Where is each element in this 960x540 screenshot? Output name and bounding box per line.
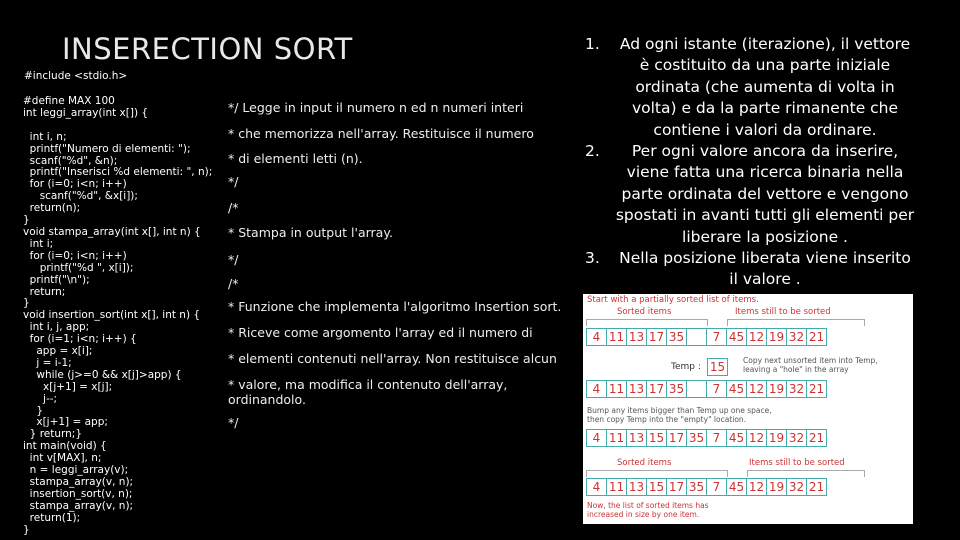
note-copy-line: Copy next unsorted item into Temp, — [743, 356, 878, 365]
array-cell-hole — [686, 380, 707, 398]
array-cell: 4 — [586, 429, 607, 447]
array-cell: 32 — [786, 380, 807, 398]
comment-line: * Riceve come argomento l'array ed il numero di — [228, 325, 533, 340]
step-text: liberare la posizione . — [682, 227, 848, 246]
step-number: 3. — [585, 249, 600, 268]
comment-line: ordinandolo. — [228, 392, 306, 407]
temp-cell: 15 — [707, 358, 728, 376]
array-cell: 45 — [726, 328, 747, 346]
diagram-caption: Start with a partially sorted list of items. — [587, 295, 759, 305]
array-row-hole — [586, 380, 826, 398]
array-cell: 17 — [646, 380, 667, 398]
step-item — [585, 34, 915, 141]
slide-title: INSERECTION SORT — [62, 32, 353, 66]
step-number: 2. — [585, 142, 600, 161]
sorted-bracket — [586, 470, 728, 477]
note-bottom-line: Now, the list of sorted items has — [587, 501, 709, 510]
array-cell: 7 — [706, 429, 727, 447]
step-text: il valore . — [729, 270, 801, 289]
sorted-bracket — [586, 319, 708, 326]
comment-line: */ Legge in input il numero n ed n numeri interi — [228, 100, 524, 115]
array-cell: 4 — [586, 380, 607, 398]
comment-line: */ — [228, 415, 239, 430]
temp-label: Temp : — [671, 362, 701, 372]
array-cell: 7 — [706, 478, 727, 496]
step-text: è costituito da una parte iniziale — [639, 56, 891, 75]
array-cell: 11 — [606, 380, 627, 398]
unsorted-bracket — [727, 319, 865, 326]
array-cell: 21 — [806, 478, 827, 496]
include-line: #include <stdio.h> — [24, 70, 128, 82]
step-item — [585, 141, 915, 248]
array-cell: 11 — [606, 328, 627, 346]
unsorted-bracket — [747, 470, 865, 477]
comment-line: * che memorizza nell'array. Restituisce il numero — [228, 126, 534, 141]
array-cell: 32 — [786, 429, 807, 447]
comment-line: * elementi contenuti nell'array. Non restituisce alcun — [228, 351, 557, 366]
unsorted-label: Items still to be sorted — [749, 458, 845, 468]
array-cell: 17 — [666, 478, 687, 496]
array-cell: 7 — [706, 328, 727, 346]
array-cell: 11 — [606, 429, 627, 447]
step-text: Ad ogni istante (iterazione), il vettore — [619, 35, 911, 53]
array-cell: 19 — [766, 429, 787, 447]
array-cell: 13 — [626, 328, 647, 346]
step-text: Per ogni valore ancora da inserire, — [631, 142, 899, 161]
step-text: viene fatta una ricerca binaria nella — [626, 163, 904, 182]
array-cell: 12 — [746, 478, 767, 496]
array-cell: 21 — [806, 380, 827, 398]
comment-line: * di elementi letti (n). — [228, 151, 363, 166]
array-cell: 21 — [806, 429, 827, 447]
array-cell: 35 — [666, 328, 687, 346]
array-cell: 19 — [766, 478, 787, 496]
comment-line: /* — [228, 200, 239, 215]
comment-line: * valore, ma modifica il contenuto dell'array, — [228, 377, 508, 392]
array-cell: 7 — [706, 380, 727, 398]
array-row-final — [586, 478, 826, 496]
step-text: volta) e da la parte rimanente che — [631, 99, 899, 118]
array-cell: 4 — [586, 478, 607, 496]
array-cell: 11 — [606, 478, 627, 496]
note-copy-line: leaving a "hole" in the array — [743, 365, 849, 374]
array-cell: 13 — [626, 478, 647, 496]
step-text: Nella posizione liberata viene inserito — [619, 249, 911, 268]
steps-list — [585, 34, 915, 291]
step-text: contiene i valori da ordinare. — [653, 120, 877, 139]
array-cell: 12 — [746, 429, 767, 447]
array-cell: 12 — [746, 328, 767, 346]
array-row-initial — [586, 328, 826, 346]
sorted-label: Sorted items — [617, 307, 672, 317]
comment-line: * Funzione che implementa l'algoritmo Insertion sort. — [228, 299, 562, 314]
comment-line: */ — [228, 252, 239, 267]
note-bump-line: then copy Temp into the "empty" location. — [587, 415, 747, 424]
array-cell: 15 — [646, 478, 667, 496]
code-block: #define MAX 100 int leggi_array(int x[]) { int i, n; printf("Numero di elementi: "); scanf("%d", &n); printf("Inserisci %d elementi: ", n); for (i=0; i<n; i++) scanf("%d", &x[i]); return(n); } void stampa_array(int x[], int n) { int i; for (i=0; i<n; i++) printf("%d ", x[i]); printf("\n"); return; } void insertion_sort(int x[], int n) { int i, j, app; for (i=1; i<n; i++) { app = x[i]; j = i-1; while (j>=0 && x[j]>app) { x[j+1] = x[j]; j--; } x[j+1] = app; } return;} int main(void) { int v[MAX], n; n = leggi_array(v); stampa_array(v, n); insertion_sort(v, n); stampa_array(v, n); return(1); } — [23, 95, 213, 536]
array-cell: 35 — [666, 380, 687, 398]
step-text: ordinata (che aumenta di volta in — [635, 77, 895, 96]
array-cell: 45 — [726, 380, 747, 398]
array-cell: 32 — [786, 478, 807, 496]
array-cell: 35 — [686, 478, 707, 496]
array-cell: 17 — [646, 328, 667, 346]
note-bump-line: Bump any items bigger than Temp up one space, — [587, 406, 772, 415]
sorted-label: Sorted items — [617, 458, 672, 468]
step-text: spostati in avanti tutti gli elementi per — [615, 206, 915, 225]
array-cell: 19 — [766, 328, 787, 346]
array-cell — [686, 328, 707, 346]
insertion-sort-diagram — [583, 294, 913, 524]
comment-line: */ — [228, 174, 239, 189]
array-cell: 45 — [726, 429, 747, 447]
array-cell: 17 — [666, 429, 687, 447]
unsorted-label: Items still to be sorted — [735, 307, 831, 317]
step-text: parte ordinata del vettore e vengono — [621, 184, 909, 203]
array-cell: 19 — [766, 380, 787, 398]
array-cell: 13 — [626, 429, 647, 447]
array-cell: 15 — [646, 429, 667, 447]
array-cell: 32 — [786, 328, 807, 346]
temp-box — [707, 358, 727, 376]
comment-line: /* — [228, 276, 239, 291]
step-item — [585, 248, 915, 291]
note-bottom-line: increased in size by one item. — [587, 510, 700, 519]
array-cell: 4 — [586, 328, 607, 346]
array-cell: 45 — [726, 478, 747, 496]
comment-line: * Stampa in output l'array. — [228, 225, 393, 240]
array-cell: 21 — [806, 328, 827, 346]
array-cell: 35 — [686, 429, 707, 447]
step-number: 1. — [585, 35, 600, 53]
array-row-after-insert — [586, 429, 826, 447]
array-cell: 12 — [746, 380, 767, 398]
array-cell: 13 — [626, 380, 647, 398]
